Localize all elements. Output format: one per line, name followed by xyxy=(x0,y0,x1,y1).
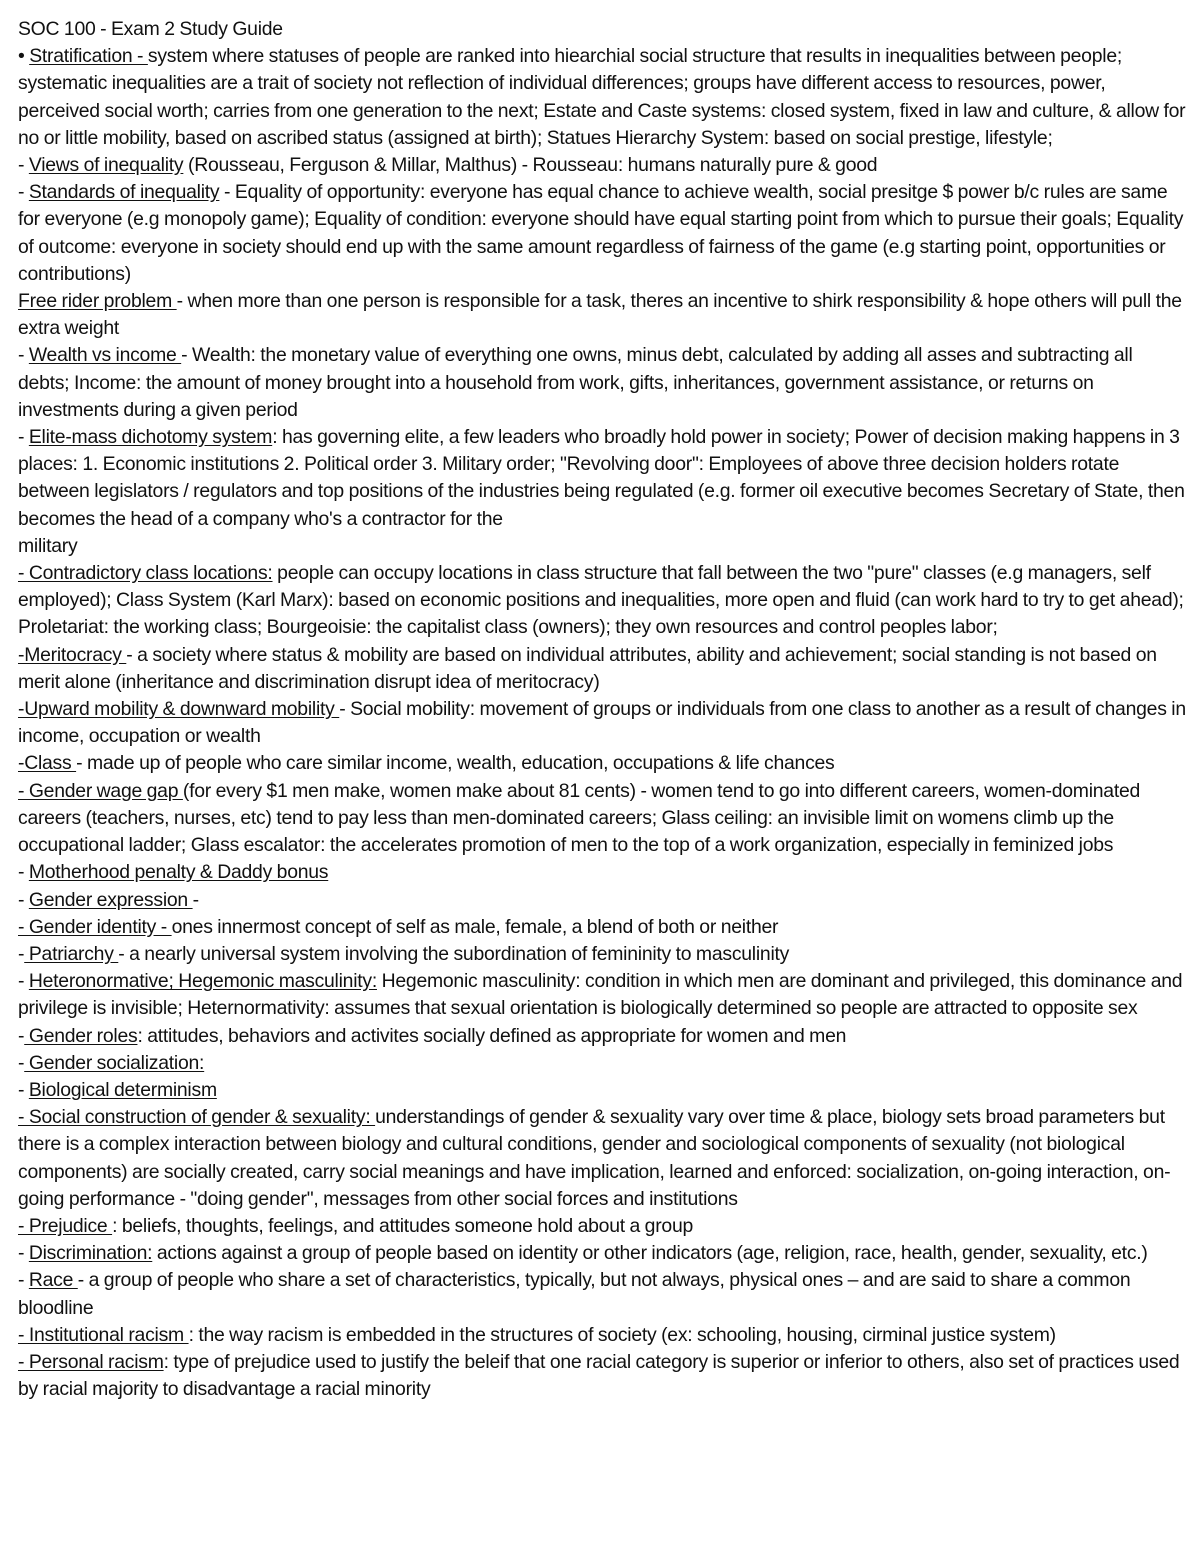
entry-prefix: - xyxy=(18,942,25,965)
entry-term: Stratification - xyxy=(29,45,148,68)
entry-prefix: - xyxy=(18,1269,29,1292)
entries-list xyxy=(18,43,1188,1403)
entry-text: military xyxy=(18,534,78,557)
entry-text: understandings of gender & sexuality vary over time & place, biology sets broad parameters but there is a complex interaction between biology and cultural conditions, gender and sociological components of sexuality (not biological components) are socially created, carry social meanings and have implication, learned and enforced: socialization, on-going interaction, on-going performance - "doing gender", messages from other social forces and institutions xyxy=(18,1106,1171,1210)
list-item xyxy=(18,642,1188,696)
list-item xyxy=(18,1104,1188,1213)
list-item xyxy=(18,1077,1188,1104)
entry-term: Wealth vs income xyxy=(28,344,182,367)
list-item xyxy=(18,43,1188,152)
entry-text: - xyxy=(192,888,199,911)
entry-term: Heteronormative; Hegemonic masculinity: xyxy=(28,970,377,993)
list-item xyxy=(18,1267,1188,1321)
entry-term: -Upward mobility & downward mobility xyxy=(18,698,340,721)
entry-term: -Class xyxy=(18,752,77,775)
list-item xyxy=(18,696,1188,750)
list-item xyxy=(18,887,1188,914)
list-item xyxy=(18,1240,1188,1267)
list-item xyxy=(18,1050,1188,1077)
entry-text: - Equality of opportunity: everyone has equal chance to achieve wealth, social presitge $ power b/c rules are same for everyone (e.g monopoly game); Equality of condition: everyone should have equal starting point from which to pursue their goals; Equality of outcome: everyone in society should end up with the same amount regardless of fairness of the game (e.g starting point, opportunities or contributions) xyxy=(18,181,1184,285)
entry-text: ones innermost concept of self as male, female, a blend of both or neither xyxy=(171,915,779,938)
entry-term: Biological determinism xyxy=(28,1078,217,1101)
entry-term: - Personal racism xyxy=(18,1350,164,1373)
entry-term: - Social construction of gender & sexuality: xyxy=(18,1106,376,1129)
entry-prefix: - xyxy=(18,970,29,993)
entry-term: - Prejudice xyxy=(18,1214,113,1237)
list-item xyxy=(18,778,1188,860)
entry-prefix: - xyxy=(18,861,29,884)
entry-text: - a group of people who share a set of characteristics, typically, but not always, physical ones – and are said to share a common bloodline xyxy=(18,1269,1131,1319)
entry-term: Free rider problem xyxy=(18,290,177,313)
entry-term: Race xyxy=(28,1269,78,1292)
entry-prefix: - xyxy=(18,1024,25,1047)
entry-prefix: - xyxy=(18,426,29,449)
entry-text: Hegemonic masculinity: condition in which men are dominant and privileged, this dominance and privilege is invisible; Heternormativity: assumes that sexual orientation is biologically determined so people are attracted to opposite sex xyxy=(18,970,1183,1020)
entry-text: : has governing elite, a few leaders who broadly hold power in society; Power of decision making happens in 3 places: 1. Economic institutions 2. Political order 3. Military order; "Revolving door": Employees of above three decision holders rotate between legislators / regulators and top positions of the industries being regulated (e.g. former oil executive becomes Secretary of State, then becomes the head of a company who's a contractor for the xyxy=(18,426,1185,530)
entry-prefix: - xyxy=(18,344,29,367)
list-item xyxy=(18,288,1188,342)
entry-prefix: - xyxy=(18,154,29,177)
entry-prefix: - xyxy=(18,181,29,204)
entry-text: - a society where status & mobility are based on individual attributes, ability and achievement; social standing is not based on merit alone (inheritance and discrimination disrupt idea of meritocracy) xyxy=(18,643,1157,693)
list-item xyxy=(18,560,1188,642)
entry-term: - Gender wage gap xyxy=(18,779,183,802)
entry-term: Discrimination: xyxy=(28,1242,153,1265)
entry-term: Standards of inequality xyxy=(28,181,220,204)
document-title: SOC 100 - Exam 2 Study Guide xyxy=(18,18,283,40)
entry-term: Views of inequality xyxy=(28,154,184,177)
list-item xyxy=(18,533,1188,560)
list-item xyxy=(18,968,1188,1022)
list-item xyxy=(18,342,1188,424)
entry-term: - Gender identity - xyxy=(18,915,172,938)
list-item xyxy=(18,859,1188,886)
entry-text: actions against a group of people based on identity or other indicators (age, religion, race, health, gender, sexuality, etc.) xyxy=(152,1242,1148,1265)
list-item xyxy=(18,1023,1188,1050)
list-item xyxy=(18,750,1188,777)
entry-term: Gender socialization: xyxy=(24,1051,205,1074)
entry-text: : beliefs, thoughts, feelings, and attitudes someone hold about a group xyxy=(112,1214,694,1237)
entry-term: Patriarchy xyxy=(24,942,119,965)
entry-prefix: - xyxy=(18,1078,29,1101)
entry-prefix: - xyxy=(18,888,29,911)
list-item xyxy=(18,914,1188,941)
list-item xyxy=(18,1213,1188,1240)
entry-text: (Rousseau, Ferguson & Millar, Malthus) - Rousseau: humans naturally pure & good xyxy=(183,154,878,177)
list-item xyxy=(18,179,1188,288)
entry-text: - made up of people who care similar income, wealth, education, occupations & life chances xyxy=(76,752,835,775)
entry-text: - Wealth: the monetary value of everything one owns, minus debt, calculated by adding all asses and subtracting all debts; Income: the amount of money brought into a household from work, gifts, inheritances, government assistance, or returns on investments during a given period xyxy=(18,344,1133,421)
entry-text: : type of prejudice used to justify the beleif that one racial category is superior or inferior to others, also set of practices used by racial majority to disadvantage a racial minority xyxy=(18,1350,1180,1401)
entry-term: Gender expression xyxy=(28,888,193,911)
entry-text: - a nearly universal system involving the subordination of femininity to masculinity xyxy=(118,942,790,965)
entry-text: people can occupy locations in class structure that fall between the two "pure" classes (e.g managers, self employed); Class System (Karl Marx): based on economic positions and inequalities, more open and fluid (can work hard to try to get ahead); Proletariat: the working class; Bourgeoisie: the capitalist class (owners); they own resources and control peoples labor; xyxy=(18,562,1184,639)
entry-prefix: - xyxy=(18,1242,29,1265)
entry-term: Gender roles xyxy=(24,1024,138,1047)
entry-prefix: - xyxy=(18,1051,25,1074)
entry-prefix: • xyxy=(18,45,30,68)
list-item xyxy=(18,152,1188,179)
entry-text: : the way racism is embedded in the structures of society (ex: schooling, housing, cirminal justice system) xyxy=(188,1323,1056,1346)
entry-text: system where statuses of people are ranked into hiearchial social structure that results in inequalities between people; systematic inequalities are a trait of society not reflection of individual differences; groups have different access to resources, power, perceived social worth; carries from one generation to the next; Estate and Caste systems: closed system, fixed in law and culture, & allow for no or little mobility, based on ascribed status (assigned at birth); Statues Hierarchy System: based on social prestige, lifestyle; xyxy=(18,45,1186,149)
entry-term: - Institutional racism xyxy=(18,1323,189,1346)
list-item xyxy=(18,1322,1188,1349)
list-item xyxy=(18,424,1188,533)
entry-term: -Meritocracy xyxy=(18,643,127,666)
list-item xyxy=(18,1349,1188,1403)
list-item xyxy=(18,941,1188,968)
entry-text: - when more than one person is responsible for a task, theres an incentive to shirk responsibility & hope others will pull the extra weight xyxy=(18,290,1182,340)
entry-term: Elite-mass dichotomy system xyxy=(28,426,273,449)
entry-text: - Social mobility: movement of groups or individuals from one class to another as a result of changes in income, occupation or wealth xyxy=(18,698,1186,748)
entry-term: - Contradictory class locations: xyxy=(18,562,273,585)
entry-text: (for every $1 men make, women make about 81 cents) - women tend to go into different careers, women-dominated careers (teachers, nurses, etc) tend to pay less than men-dominated careers; Glass ceiling: an invisible limit on womens climb up the occupational ladder; Glass escalator: the accelerates promotion of men to the top of a work organization, especially in feminized jobs xyxy=(18,779,1141,857)
entry-term: Motherhood penalty & Daddy bonus xyxy=(28,861,329,884)
entry-text: : attitudes, behaviors and activites socially defined as appropriate for women and men xyxy=(137,1024,847,1047)
